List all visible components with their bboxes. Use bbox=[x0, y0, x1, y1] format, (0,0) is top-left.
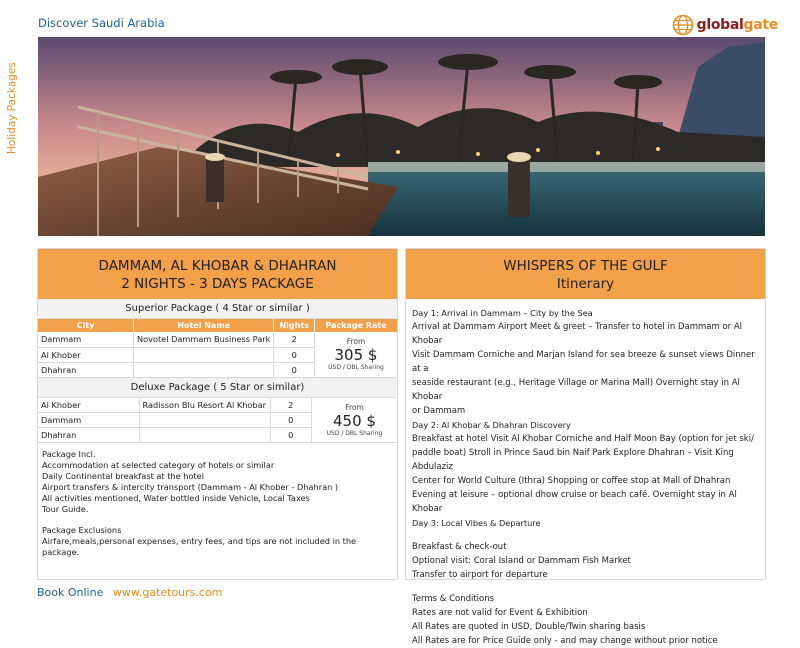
deluxe-hotel-table bbox=[38, 398, 397, 444]
day1-title: Day 1: Arrival in Dammam – City by the Sea bbox=[412, 308, 593, 318]
itinerary-panel bbox=[405, 248, 766, 646]
terms-title: Terms & Conditions bbox=[412, 594, 495, 604]
hotel-cell bbox=[139, 413, 270, 428]
rate-cell bbox=[315, 332, 398, 377]
itinerary-line: Arrival at Dammam Airport Meet & greet – Transfer to hotel in Dammam or Al Khobar bbox=[412, 322, 743, 346]
nights-cell: 0 bbox=[274, 362, 315, 377]
side-label-text: Holiday Packages bbox=[6, 62, 18, 154]
package-header bbox=[38, 249, 397, 299]
itinerary-line: or Dammam bbox=[412, 406, 466, 416]
itinerary-subtitle: Itinerary bbox=[556, 276, 615, 292]
city-cell: Dammam bbox=[38, 413, 139, 428]
exclusions-text: Airfare,meals,personal expenses, entry fees, and tips are not included in the package. bbox=[42, 536, 357, 557]
city-cell: Al Khober bbox=[38, 398, 139, 413]
inclusion-item: Accommodation at selected category of hotels or similar bbox=[42, 460, 275, 470]
package-destinations: DAMMAM, AL KHOBAR & DHAHRAN bbox=[98, 258, 337, 274]
rate-value: 305 $ bbox=[334, 346, 378, 365]
day3-title: Day 3: Local Vibes & Departure bbox=[412, 518, 541, 528]
inclusion-item: Tour Guide. bbox=[42, 504, 89, 514]
rate-note: USD / DBL Sharing bbox=[328, 364, 384, 372]
nights-cell: 2 bbox=[270, 398, 311, 413]
itinerary-title: WHISPERS OF THE GULF bbox=[503, 258, 668, 274]
package-panel bbox=[37, 248, 398, 580]
table-header-row bbox=[38, 319, 397, 332]
terms-item: All Rates are for Price Guide only - and may change without prior notice bbox=[412, 636, 718, 646]
inclusion-item: Daily Continental breakfast at the hotel bbox=[42, 471, 204, 481]
terms-item: Rates are not valid for Event & Exhibition bbox=[412, 608, 588, 618]
hotel-cell bbox=[133, 347, 273, 362]
hotel-cell: Novotel Dammam Business Park bbox=[133, 332, 273, 347]
rate-from-label: From bbox=[345, 402, 364, 412]
rate-note: USD / DBL Sharing bbox=[326, 429, 383, 437]
itinerary-line: Breakfast at hotel Visit Al Khobar Corniche and Half Moon Bay (option for jet ski/ bbox=[412, 434, 754, 444]
nights-cell: 0 bbox=[270, 428, 311, 443]
nights-cell: 2 bbox=[274, 332, 315, 347]
exclusions-title: Package Exclusions bbox=[42, 525, 122, 535]
logo-word-global: global bbox=[696, 17, 744, 33]
hotel-cell: Radisson Blu Resort Al Khobar bbox=[139, 398, 270, 413]
rate-from-label: From bbox=[346, 337, 366, 347]
itinerary-line: Transfer to airport for departure bbox=[412, 570, 548, 580]
itinerary-line: paddle boat) Stroll in Prince Saud bin Naif Park Explore Dhahran – Visit King Abdulaziz bbox=[412, 448, 734, 472]
package-duration: 2 NIGHTS - 3 DAYS PACKAGE bbox=[121, 276, 314, 292]
itinerary-body bbox=[406, 299, 765, 648]
globalgate-logo[interactable] bbox=[672, 12, 778, 38]
logo-text bbox=[697, 17, 778, 33]
column-header-nights: Nights bbox=[274, 319, 315, 332]
table-row bbox=[38, 332, 397, 347]
column-header-rate: Package Rate bbox=[315, 319, 398, 332]
rate-value: 450 $ bbox=[333, 411, 376, 430]
book-online-label: Book Online bbox=[37, 586, 104, 599]
globe-icon bbox=[672, 14, 694, 36]
itinerary-line: Optional visit: Coral Island or Dammam Fish Market bbox=[412, 556, 631, 566]
nights-cell: 0 bbox=[270, 413, 311, 428]
inclusion-item: All activities mentioned, Water bottled inside Vehicle, Local Taxes bbox=[42, 493, 310, 503]
hotel-cell bbox=[139, 428, 270, 443]
waterfront-photo bbox=[38, 37, 765, 236]
itinerary-line: Visit Dammam Corniche and Marjan Island for sea breeze & sunset views Dinner at a bbox=[412, 350, 755, 374]
day2-title: Day 2: Al Khobar & Dhahran Discovery bbox=[412, 420, 571, 430]
superior-hotel-table bbox=[38, 319, 397, 378]
city-cell: Dammam bbox=[38, 332, 133, 347]
hotel-cell bbox=[133, 362, 273, 377]
footer bbox=[37, 586, 222, 599]
city-cell: Al Khober bbox=[38, 347, 133, 362]
rate-cell bbox=[311, 398, 397, 443]
package-inclusions bbox=[38, 443, 397, 558]
city-cell: Dhahran bbox=[38, 362, 133, 377]
nights-cell: 0 bbox=[274, 347, 315, 362]
column-header-hotel: Hotel Name bbox=[133, 319, 273, 332]
column-header-city: City bbox=[38, 319, 133, 332]
logo-word-gate: gate bbox=[743, 17, 778, 33]
itinerary-header bbox=[406, 249, 765, 299]
page-title: Discover Saudi Arabia bbox=[38, 16, 165, 30]
hero-image bbox=[38, 37, 765, 236]
terms-item: All Rates are quoted in USD, Double/Twin sharing basis bbox=[412, 622, 646, 632]
city-cell: Dhahran bbox=[38, 428, 139, 443]
inclusion-item: Airport transfers & intercity transport (Dammam - Al Khober - Dhahran ) bbox=[42, 482, 339, 492]
itinerary-line: Center for World Culture (Ithra) Shopping or coffee stop at Mall of Dhahran bbox=[412, 476, 731, 486]
website-link[interactable]: www.gatetours.com bbox=[112, 586, 223, 599]
superior-package-title: Superior Package ( 4 Star or similar ) bbox=[38, 299, 397, 319]
itinerary-line: Evening at leisure – optional dhow cruise or beach café. Overnight stay in Al Khobar bbox=[412, 490, 737, 514]
deluxe-package-title: Deluxe Package ( 5 Star or similar) bbox=[38, 378, 397, 398]
table-row bbox=[38, 398, 397, 413]
itinerary-line: seaside restaurant (e.g., Heritage Village or Marina Mall) Overnight stay in Al Khobar bbox=[412, 378, 740, 402]
itinerary-line: Breakfast & check-out bbox=[412, 542, 507, 552]
inclusions-title: Package Incl. bbox=[42, 449, 96, 459]
